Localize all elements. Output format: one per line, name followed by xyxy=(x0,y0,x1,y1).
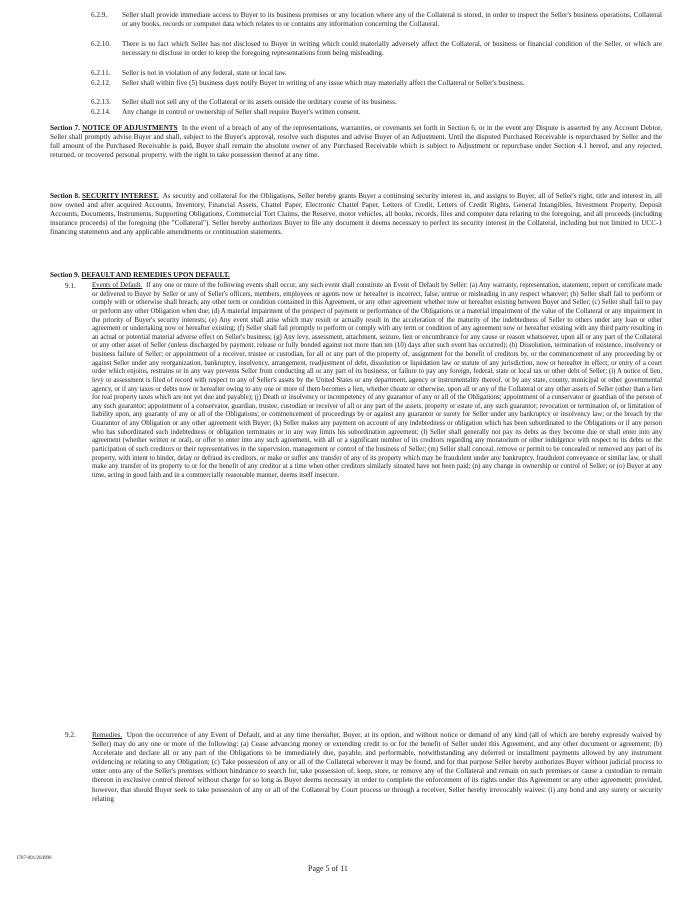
item-text: There is no fact which Seller has not disclosed to Buyer in writing which could materially adversely affect the Collateral, or business or financial condition of the Seller, or which are necessary to disclose in order to keep the foregoing representations from being misleading. xyxy=(122,40,662,58)
item-text: Seller shall not sell any of the Collateral or its assets outside the ordinary course of its business. xyxy=(122,98,397,106)
section-body: In the event of a breach of any of the representations, warranties, or covenants set forth in Section 6, or in the event any Dispute is asserted by any Account Debtor, Seller shall promptly advise Buyer and shall, subject to the Buyer's approval, resolve such disputes and advise Buyer of an Adjustment. Until the disputed Purchased Receivable is repurchased by Seller and the full amount of the Purchased Receivable is paid, Buyer shall remain the absolute owner of any Purchased Receivable which is subject to Adjustment or repurchase under Section 4.1 hereof, and any rejected, returned, or recovered personal property, with the right to take possession thereof at any time. xyxy=(50,124,663,160)
item-title: Remedies. xyxy=(92,731,123,739)
section-label: Section 8. xyxy=(50,192,80,200)
section-title: NOTICE OF ADJUSTMENTS xyxy=(82,124,178,132)
events-of-default xyxy=(92,282,662,480)
document-id: 1787-001/264990 xyxy=(16,856,52,861)
item-text: Any change in control or ownership of Seller shall require Buyer's written consent. xyxy=(122,108,361,116)
section-label: Section 9. xyxy=(50,271,80,279)
item-text: Seller shall provide immediate access to Buyer to its business premises or any location where any of the Collateral is stored, in order to inspect the Seller's business operations, Collateral or any books, records or computer data which relates to or contains any information concerning the Collateral. xyxy=(122,11,662,29)
item-body: Upon the occurrence of any Event of Default, and at any time thereafter, Buyer, at its option, and without notice or demand of any kind (all of which are hereby expressly waived by Seller) may do any one or more of the following: (a) Cease advancing money or extending credit to or for the benefit of Seller under this Agreement, and any other document or agreement; (b) Accelerate and declare all or any part of the Obligations to be immediately due, payable, and performable, notwithstanding any deferred or installment payments allowed by any instrument evidencing or relating to any Obligation; (c) Take possession of any or all of the Collateral wherever it may be found, and for that purpose Seller hereby authorizes Buyer without judicial process to enter onto any of the Seller's premises without hindrance to search for, take possession of, keep, store, or remove any of the Collateral and remain on such premises or cause a custodian to remain thereon in exclusive control thereof without charge for so long as Buyer deems necessary in order to complete the enforcement of its rights under this Agreement or any other agreement; provided, however, that should Buyer seek to take possession of any or all of the Collateral by Court process or through a receiver, Seller hereby irrevocably waives: (i) any bond and any surety or security relating xyxy=(92,731,662,803)
item-number: 6.2.10. xyxy=(91,40,111,48)
item-number: 6.2.11. xyxy=(91,69,111,77)
section-title: SECURITY INTEREST. xyxy=(82,192,159,200)
page-number: Page 5 of 11 xyxy=(308,864,348,873)
section-7 xyxy=(50,124,662,160)
item-number: 6.2.14. xyxy=(91,108,111,116)
section-8 xyxy=(50,192,662,237)
item-body: If any one or more of the following events shall occur, any such event shall constitute an Event of Default by Seller: (a) Any warranty, representation, statement, report or certificate made or delivered to Buyer by Seller or any of Seller's officers, members, employees or agents now or hereafter is incorrect, false, untrue or misleading in any respect whatever; (b) Seller shall fail to perform or comply with or otherwise shall breach, any other term or condition contained in this Agreement, or any other agreement whether now or hereafter existing between Buyer and Seller; (c) Seller shall fail to pay or perform any other Obligation when due; (d) A material impairment of the prospect of payment or performance of the Obligations or a material impairment of the value of the Collateral or any impairment in the priority of Buyer's security interests; (e) Any event shall arise which may result or actually result in the acceleration of the maturity of the indebtedness of Seller to others under any loan or other agreement or undertaking now or hereafter existing; (f) Seller shall fail promptly to perform or comply with any term or condition of any agreement now or hereafter existing with any third party resulting in an actual or potential material adverse effect on Seller's business; (g) Any levy, assessment, attachment, seizure, lien or encumbrance for any cause or reason whatsoever, upon all or any part of the Collateral or any other asset of Seller (unless discharged by payment, release or fully bonded against not more than ten (10) days after such event has occurred); (h) Dissolution, termination of existence, insolvency or business failure of Seller; or appointment of a receiver, trustee or custodian, for all or any part of the property of, assignment for the benefit of creditors by, or the commencement of any proceeding by or against Seller under any reorganization, bankruptcy, insolvency, arrangement, readjustment of debt, dissolution or liquidation law or statute of any jurisdiction, now or hereafter in effect; or entry of a court order which enjoins, restrains or in any way prevents Seller from conducting all or any part of its business; or failure to pay any foreign, federal, state or local tax or other debt of Seller; (i) A notice of lien, levy or assessment is filed of record with respect to any of Seller's assets by the United States or any department, agency or instrumentality thereof, or by any state, county, municipal or other governmental agency, or if any taxes or debts now or hereafter owing to any one or more of them becomes a lien, whether choate or otherwise, upon all or any of the Collateral or any other assets of Seller (other than a lien for real property taxes which are not yet due and payable); (j) Death or insolvency or incompetency of any guarantor of any or all of the Obligations; appointment of a conservator or guardian of the person of any such guarantor; appointment of a conservator, guardian, trustee, custodian or receiver of all or any part of the assets, property or estate of, any such guarantor; revocation or termination of, or limitation of liability upon, any guaranty of any or all of the Obligations; or commencement of proceedings by or against any guarantor or surety for Seller under any bankruptcy or insolvency law; or the breach by the Guarantor of any Obligation or any other agreement with Buyer; (k) Seller makes any payment on account of any indebtedness or obligation which has been subordinated to the Obligations or if any person who has subordinated such indebtedness or obligation terminates or in any way limits his subordination agreement; (l) Seller shall generally not pay its debts as they become due or shall enter into any agreement (whether written or oral), or offer to enter into any such agreement, with all or a significant number of its creditors regarding any moratorium or other indulgence with respect to its debts or the participation of such creditors or their representatives in the supervision, management or control of the business of Seller; (m) Seller shall conceal, remove or permit to be concealed or removed any part of its property, with intent to hinder, delay or defraud its creditors, or make or suffer any transfer of any of its property which may be fraudulent under any bankruptcy, fraudulent conveyance or similar law, or shall make any transfer of its property to or for the benefit of any creditor at a time when other creditors similarly situated have not been paid; (n) any change in ownership or control of Seller; or (o) Buyer at any time, acting in good faith and in a commercially reasonable manner, deems itself insecure. xyxy=(92,282,662,479)
item-number: 6.2.12. xyxy=(91,79,111,87)
section-label: Section 7. xyxy=(50,124,80,132)
item-number: 6.2.13. xyxy=(91,98,111,106)
item-number: 9.2. xyxy=(65,731,76,739)
item-number: 6.2.9. xyxy=(91,11,108,19)
section-9-heading xyxy=(50,271,662,280)
item-number: 9.1. xyxy=(65,282,76,290)
remedies xyxy=(92,731,662,804)
section-body: As security and collateral for the Obligations, Seller hereby grants Buyer a continuing security interest in, and assigns to Buyer, all of Seller's right, title and interest in, all now owned and after acquired Accounts, Inventory, Financial Assets, Chattel Paper, Electronic Chattel Paper, Letters of Credit, Letters of Credit Rights, General Intangibles, Investment Property, Deposit Accounts, Documents, Instruments, Supporting Obligations, Commercial Tort Claims, the Reserve, motor vehicles, all books, records, files and computer data relating to the foregoing, and all proceeds (including insurance proceeds) of the foregoing (the "Collateral"). Seller hereby authorizes Buyer to file any document it deems necessary to perfect its security interest in the Collateral, including but not limited to UCC-1 financing statements and any applicable amendments or continuation statements. xyxy=(50,192,662,237)
item-text: Seller is not in violation of any federal, state or local law. xyxy=(122,69,287,77)
item-title: Events of Default. xyxy=(92,282,143,289)
item-text: Seller shall within five (5) business days notify Buyer in writing of any issue which may materially affect the Collateral or Seller's business. xyxy=(122,79,525,87)
section-title: DEFAULT AND REMEDIES UPON DEFAULT. xyxy=(81,271,230,279)
